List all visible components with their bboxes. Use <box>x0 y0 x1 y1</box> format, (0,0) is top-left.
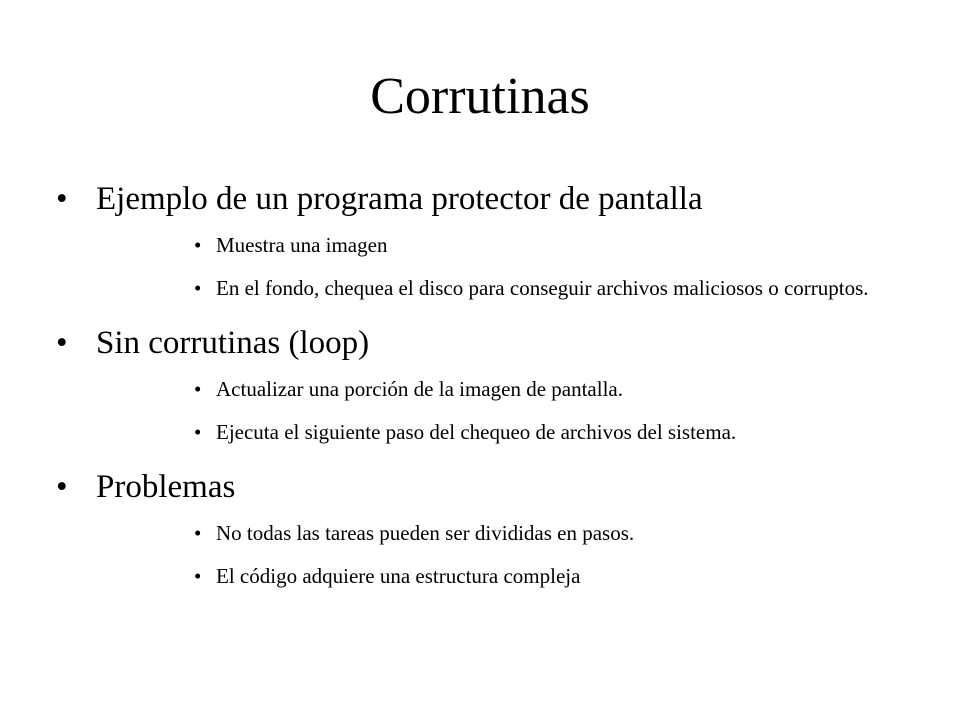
slide-content <box>56 172 916 604</box>
list-item-text: Ejecuta el siguiente paso del chequeo de archivos del sistema. <box>216 420 737 444</box>
list-item <box>194 230 876 260</box>
sub-list <box>96 230 916 303</box>
bullet-icon: • <box>56 469 68 505</box>
bullet-icon: • <box>194 420 202 444</box>
list-item <box>194 561 876 591</box>
list-item-text: Muestra una imagen <box>216 233 388 257</box>
bullet-icon: • <box>194 233 202 257</box>
section-heading: Sin corrutinas (loop) <box>96 325 370 361</box>
list-item-text: No todas las tareas pueden ser divididas en pasos. <box>216 521 635 545</box>
list-item <box>194 374 876 404</box>
bullet-icon: • <box>194 521 202 545</box>
bullet-icon: • <box>56 181 68 217</box>
bullet-icon: • <box>194 377 202 401</box>
list-item-text: Actualizar una porción de la imagen de pantalla. <box>216 377 623 401</box>
sub-list <box>96 518 916 591</box>
section-problems <box>56 460 916 591</box>
bullet-icon: • <box>56 325 68 361</box>
list-item <box>194 518 876 548</box>
list-item-text: El código adquiere una estructura compleja <box>216 564 581 588</box>
list-item <box>194 417 876 447</box>
list-item <box>194 273 876 303</box>
section-without-coroutines <box>56 316 916 447</box>
section-heading: Problemas <box>96 469 236 505</box>
bullet-icon: • <box>194 564 202 588</box>
slide-title: Corrutinas <box>370 68 590 125</box>
section-heading: Ejemplo de un programa protector de pantalla <box>96 181 703 217</box>
section-example <box>56 172 916 303</box>
bullet-icon: • <box>194 276 202 300</box>
sub-list <box>96 374 916 447</box>
list-item-text: En el fondo, chequea el disco para conseguir archivos maliciosos o corruptos. <box>216 276 869 300</box>
